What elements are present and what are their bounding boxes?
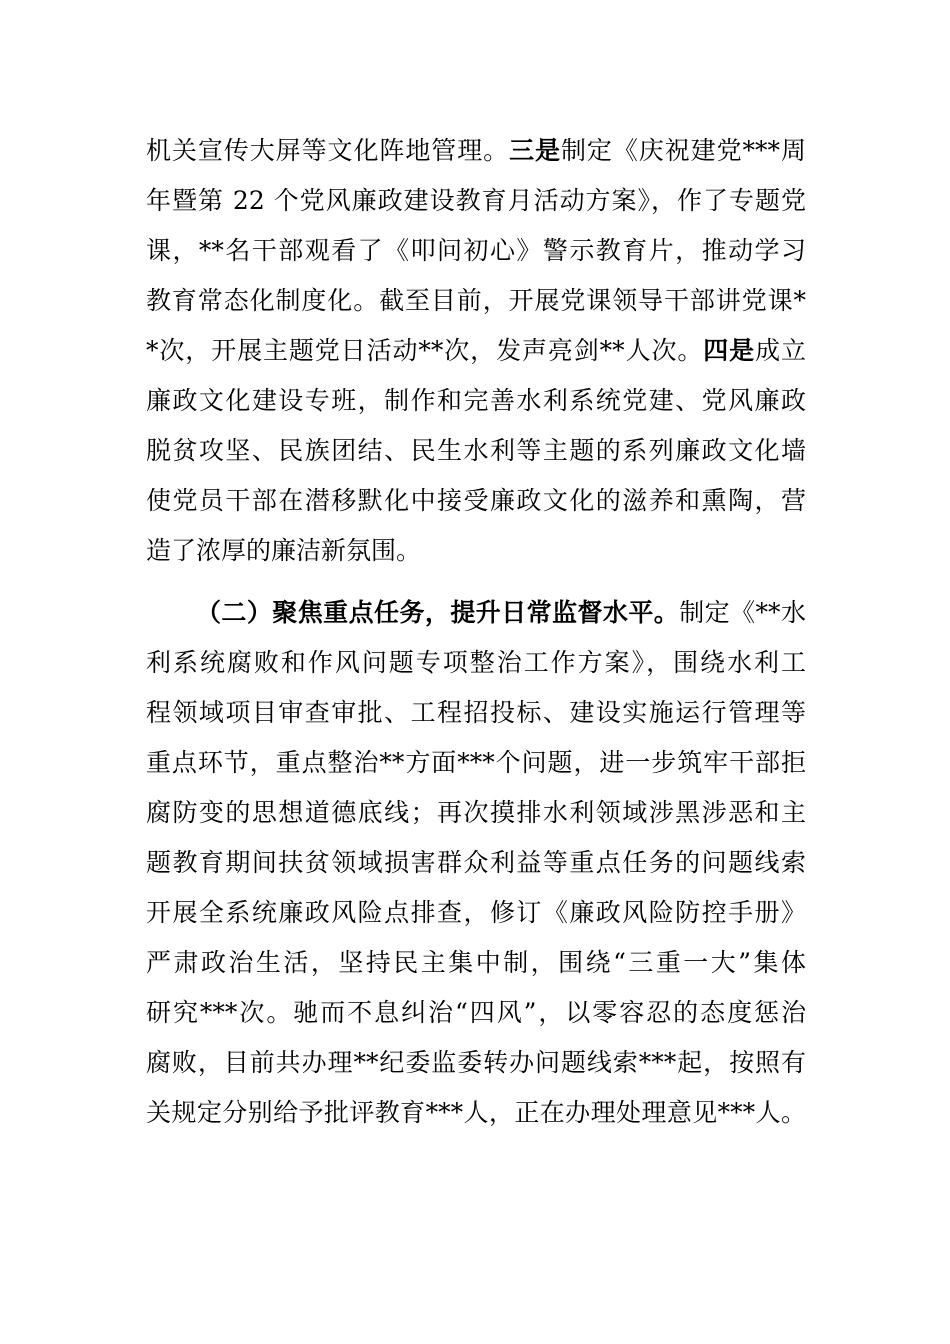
line-text: 成立	[755, 336, 806, 365]
line-text: 脱贫攻坚、民族团结、民生水利等主题的系列廉政文化墙	[146, 436, 806, 465]
paragraph-line	[146, 326, 806, 376]
paragraph-line	[146, 888, 806, 938]
line-text: *次，开展主题党日活动**次，发声亮剑**人次。	[146, 336, 704, 365]
paragraph-line	[146, 476, 806, 526]
line-text: 制定《**水	[679, 598, 806, 627]
line-text: 严肃政治生活，坚持民主集中制，围绕“三重一大”集体	[146, 948, 806, 977]
paragraph-line	[146, 638, 806, 688]
paragraph-line	[146, 176, 806, 226]
paragraph-line	[146, 988, 806, 1038]
line-text: 关规定分别给予批评教育***人，正在办理处理意见***人。	[146, 1098, 806, 1127]
paragraph-line	[146, 526, 806, 576]
paragraph-1	[146, 126, 806, 576]
line-text: 题教育期间扶贫领域损害群众利益等重点任务的问题线索	[146, 848, 806, 877]
paragraph-line	[146, 276, 806, 326]
paragraph-line	[146, 426, 806, 476]
line-text: 利系统腐败和作风问题专项整治工作方案》，围绕水利工	[146, 648, 806, 677]
paragraph-line	[146, 788, 806, 838]
paragraph-line	[146, 376, 806, 426]
line-text: 机关宣传大屏等文化阵地管理。	[146, 136, 510, 165]
paragraph-line	[146, 838, 806, 888]
paragraph-line	[146, 688, 806, 738]
line-text: 制定《庆祝建党***周	[560, 136, 806, 165]
line-text: 重点环节，重点整治**方面***个问题，进一步筑牢干部拒	[146, 748, 806, 777]
paragraph-line	[146, 126, 806, 176]
paragraph-2	[146, 588, 806, 1138]
line-text: 教育常态化制度化。截至目前，开展党课领导干部讲党课*	[146, 286, 806, 315]
line-text: 研究***次。驰而不息纠治“四风”，以零容忍的态度惩治	[146, 998, 806, 1027]
line-text: 课，**名干部观看了《叩问初心》警示教育片，推动学习	[146, 236, 806, 265]
paragraph-line	[146, 938, 806, 988]
paragraph-line	[146, 1038, 806, 1088]
paragraph-line	[146, 738, 806, 788]
paragraph-line	[146, 226, 806, 276]
line-text: 年暨第 22 个党风廉政建设教育月活动方案》，作了专题党	[146, 186, 806, 215]
section-heading: （二）聚焦重点任务，提升日常监督水平。	[196, 598, 680, 627]
line-text: 腐败，目前共办理**纪委监委转办问题线索***起，按照有	[146, 1048, 806, 1077]
line-text: 使党员干部在潜移默化中接受廉政文化的滋养和熏陶，营	[146, 486, 806, 515]
line-text: 廉政文化建设专班，制作和完善水利系统党建、党风廉政	[146, 386, 806, 415]
line-text: 造了浓厚的廉洁新氛围。	[146, 536, 422, 565]
line-text: 腐防变的思想道德底线；再次摸排水利领域涉黑涉恶和主	[146, 798, 806, 827]
line-text: 程领域项目审查审批、工程招投标、建设实施运行管理等	[146, 698, 806, 727]
point-four-heading: 四是	[703, 336, 756, 365]
line-text: 开展全系统廉政风险点排查，修订《廉政风险防控手册》	[146, 898, 806, 927]
paragraph-line	[146, 588, 806, 638]
point-three-heading: 三是	[509, 136, 561, 165]
paragraph-line	[146, 1088, 806, 1138]
